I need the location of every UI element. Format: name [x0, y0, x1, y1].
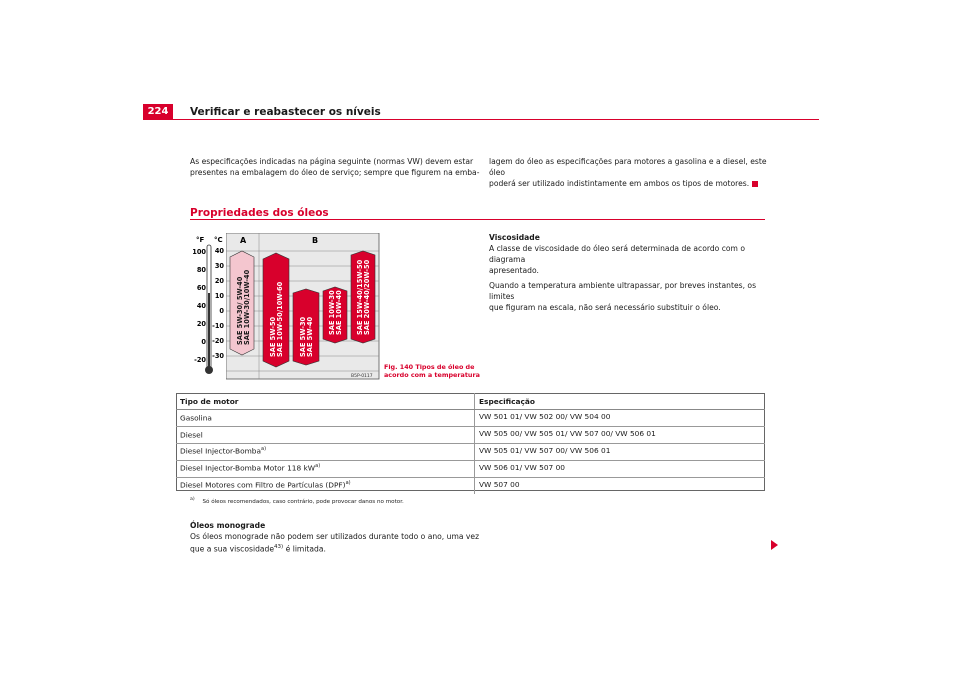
engine-cell: Diesel Motores com Filtro de Partículas (DPF)$^{a)}$ — [176, 478, 475, 495]
viscosity-block — [489, 232, 769, 313]
bar-b2-line1: SAE 5W-30 — [299, 316, 307, 357]
col-spec-header: Especificação — [475, 393, 766, 410]
monograde-footnote-ref[interactable]: 43) — [274, 544, 284, 550]
label-a: A — [240, 236, 247, 245]
end-marker-icon — [752, 181, 758, 187]
bar-b4-line2: SAE 20W-40/20W-50 — [363, 259, 371, 335]
c-tick: 30 — [214, 262, 224, 270]
monograde-heading: Óleos monograde — [190, 521, 266, 530]
f-tick: 80 — [196, 266, 206, 274]
viscosity-heading: Viscosidade — [489, 233, 540, 242]
table-footnote — [190, 497, 404, 505]
next-page-arrow-icon[interactable] — [771, 540, 778, 550]
spec-table — [176, 393, 765, 494]
spec-cell: VW 507 00 — [475, 478, 766, 495]
f-tick: -20 — [194, 356, 206, 364]
table-header-row — [176, 393, 765, 410]
unit-fahrenheit: °F — [196, 236, 205, 244]
engine-cell: Diesel — [176, 427, 475, 444]
c-tick: 10 — [214, 292, 224, 300]
spec-cell: VW 506 01/ VW 507 00 — [475, 461, 766, 478]
viscosity-p1-line1: A classe de viscosidade do óleo será determinada de acordo com o diagrama — [489, 244, 745, 264]
engine-cell: Gasolina — [176, 410, 475, 427]
c-tick: 20 — [214, 277, 224, 285]
thermometer-bulb — [205, 366, 213, 374]
spec-cell: VW 505 00/ VW 505 01/ VW 507 00/ VW 506 01 — [475, 427, 766, 444]
bar-b2-line2: SAE 5W-40 — [306, 316, 314, 357]
c-tick: -30 — [212, 352, 224, 360]
figure-caption-line1: Fig. 140 Tipos de óleo de — [384, 363, 475, 371]
intro-left — [190, 156, 480, 178]
engine-cell: Diesel Injector-Bomba Motor 118 $kW^{a)}$ — [176, 461, 475, 478]
oil-diagram — [190, 233, 380, 381]
f-tick: 20 — [196, 320, 206, 328]
figure-caption — [384, 363, 480, 379]
footnote-mark: a) — [190, 497, 195, 502]
c-tick: 0 — [219, 307, 224, 315]
table-row — [176, 410, 765, 427]
bar-b3-line1: SAE 10W-30 — [328, 290, 336, 335]
c-tick: -20 — [212, 337, 224, 345]
unit-celsius: °C — [214, 236, 223, 244]
bar-a-line1: SAE 5W-30/ 5W-40 — [236, 276, 244, 345]
c-tick: -10 — [212, 322, 224, 330]
f-tick: 0 — [201, 338, 206, 346]
page-number: 224 — [143, 104, 173, 120]
f-tick: 40 — [196, 302, 206, 310]
label-b: B — [312, 236, 319, 245]
c-tick: 40 — [214, 247, 224, 255]
bar-a-line2: SAE 10W-30/10W-40 — [243, 269, 251, 345]
f-tick: 100 — [192, 248, 206, 256]
intro-left-line2: presentes na embalagem do óleo de serviço; sempre que figurem na emba- — [190, 168, 480, 177]
viscosity-p2-line2: que figuram na escala, não será necessário substituir o óleo. — [489, 303, 721, 312]
engine-cell: Diesel Injector-Bomba$^{a)}$ — [176, 444, 475, 461]
monograde-line1: Os óleos monograde não podem ser utilizados durante todo o ano, uma vez — [190, 532, 480, 541]
page-header-title: Verificar e reabastecer os níveis — [190, 106, 381, 118]
bar-b3-line2: SAE 10W-40 — [335, 290, 343, 335]
spec-cell: VW 501 01/ VW 502 00/ VW 504 00 — [475, 410, 766, 427]
col-engine-header: Tipo de motor — [176, 393, 475, 410]
intro-right — [489, 156, 769, 189]
bar-b4-line1: SAE 15W-40/15W-50 — [356, 259, 364, 335]
section-rule — [190, 219, 765, 220]
intro-right-line2: poderá ser utilizado indistintamente em ambos os tipos de motores. — [489, 178, 769, 189]
f-tick: 60 — [196, 284, 206, 292]
viscosity-p1-line2: apresentado. — [489, 266, 539, 275]
viscosity-p2-line1: Quando a temperatura ambiente ultrapassar, por breves instantes, os limites — [489, 281, 757, 301]
table-row — [176, 427, 765, 444]
thermometer-mercury — [208, 293, 210, 369]
monograde-line2: que a sua viscosidade$^{43)}$ é limitada. — [190, 544, 326, 554]
intro-left-line1: As especificações indicadas na página seguinte (normas VW) devem estar — [190, 157, 474, 166]
footnote-text: Só óleos recomendados, caso contrário, pode provocar danos no motor. — [202, 498, 404, 505]
table-row — [176, 478, 765, 495]
spec-cell: VW 505 01/ VW 507 00/ VW 506 01 — [475, 444, 766, 461]
monograde-block — [190, 520, 490, 555]
table-row — [176, 444, 765, 461]
bar-b1-line1: SAE 5W-50 — [269, 316, 277, 357]
figure-code: B5P-0117 — [351, 374, 373, 379]
oil-temperature-figure — [190, 233, 380, 381]
header-rule — [143, 119, 819, 120]
figure-caption-line2: acordo com a temperatura — [384, 371, 480, 379]
section-title: Propriedades dos óleos — [190, 207, 329, 219]
bar-b1-line2: SAE 10W-50/10W-60 — [276, 281, 284, 357]
intro-right-line1: lagem do óleo as especificações para motores a gasolina e a diesel, este óleo — [489, 157, 767, 177]
table-row — [176, 461, 765, 478]
